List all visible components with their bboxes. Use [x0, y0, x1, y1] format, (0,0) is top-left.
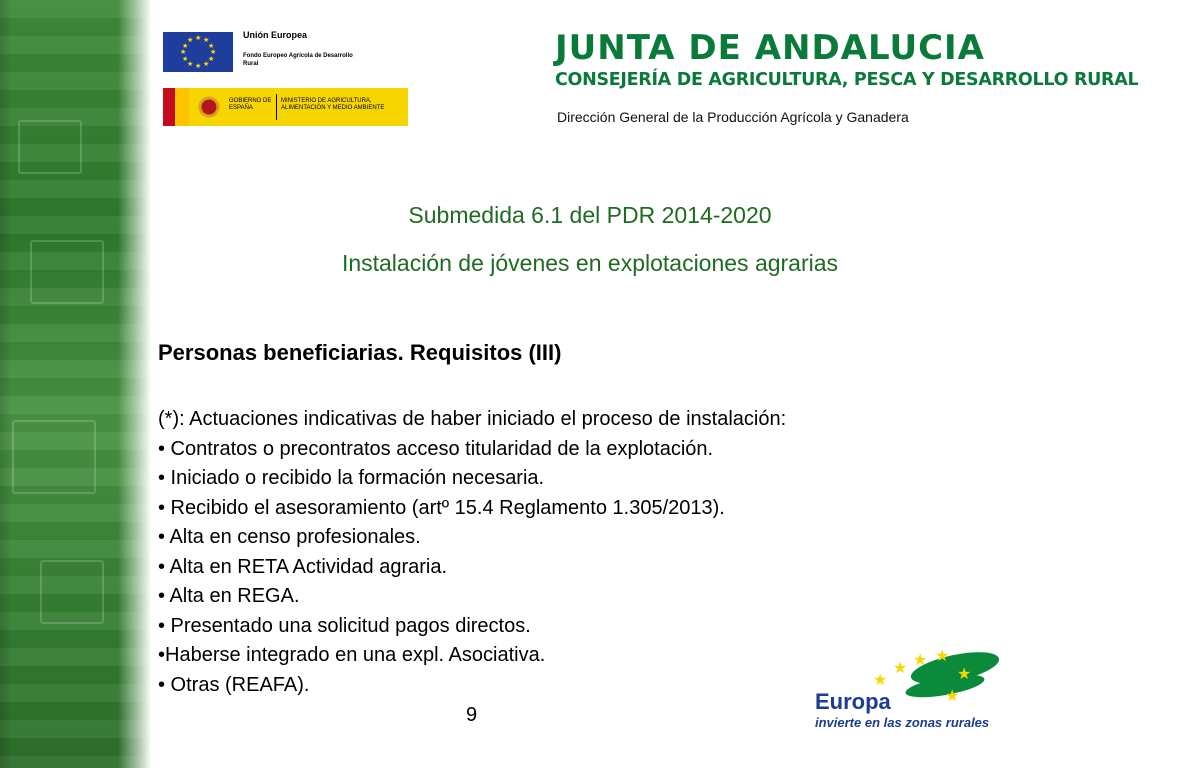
list-item: (*): Actuaciones indicativas de haber iniciado el proceso de instalación: — [158, 408, 787, 430]
list-item: •Haberse integrado en una expl. Asociativa. — [158, 644, 546, 666]
band-shine — [118, 0, 150, 768]
star-icon: ★ — [957, 666, 972, 683]
spain-flag-stripe — [175, 88, 189, 126]
coat-of-arms-icon — [195, 92, 223, 122]
slide-subtitle-1: Submedida 6.1 del PDR 2014-2020 — [408, 202, 772, 228]
star-icon: ★ — [893, 660, 908, 677]
ministerio-text: MINISTERIO DE AGRICULTURA, ALIMENTACIÓN Y MEDIO AMBIENTE — [281, 98, 385, 111]
star-icon: ★ — [945, 688, 960, 705]
europa-word: Europa — [815, 689, 891, 714]
left-decorative-band — [0, 0, 150, 768]
list-item: • Presentado una solicitud pagos directos. — [158, 614, 531, 637]
gobierno-logo — [163, 88, 408, 126]
star-icon: ★ — [913, 652, 928, 669]
star-icon: ★ — [873, 672, 888, 689]
direccion-general: Dirección General de la Producción Agrícola y Ganadera — [557, 109, 909, 125]
europa-tagline: invierte en las zonas rurales — [815, 715, 990, 730]
decorative-tile — [40, 560, 104, 624]
eu-subtitle: Fondo Europeo Agrícola de Desarrollo Rural — [243, 53, 353, 67]
list-item: • Alta en censo profesionales. — [158, 526, 421, 548]
page-number: 9 — [466, 704, 478, 726]
slide-subtitle-2: Instalación de jóvenes en explotaciones agrarias — [341, 250, 839, 276]
eu-flag-icon: ★ ★ ★ ★ ★ ★ ★ ★ ★ ★ ★ ★ — [163, 32, 233, 72]
list-item: • Alta en RETA Actividad agraria. — [158, 555, 448, 578]
list-item: • Iniciado o recibido la formación necesaria. — [158, 467, 545, 489]
section-title: Personas beneficiarias. Requisitos (III) — [158, 340, 562, 365]
gobierno-text: GOBIERNO DE ESPAÑA — [229, 98, 272, 111]
list-item: • Alta en REGA. — [158, 585, 300, 607]
eu-title: Unión Europea — [243, 30, 308, 40]
decorative-tile — [18, 120, 82, 174]
europa-logo — [815, 645, 1005, 745]
junta-title: JUNTA DE ANDALUCIA — [555, 28, 985, 68]
spain-flag-icon — [163, 88, 175, 126]
list-item: • Contratos o precontratos acceso titularidad de la explotación. — [158, 437, 714, 460]
star-icon: ★ — [935, 648, 950, 665]
list-item: • Recibido el asesoramiento (artº 15.4 Reglamento 1.305/2013). — [158, 496, 725, 519]
gobierno-divider — [276, 94, 277, 120]
decorative-tile — [12, 420, 96, 494]
junta-subtitle: CONSEJERÍA DE AGRICULTURA, PESCA Y DESARROLLO RURAL — [555, 70, 1139, 90]
list-item: • Otras (REAFA). — [158, 673, 310, 696]
